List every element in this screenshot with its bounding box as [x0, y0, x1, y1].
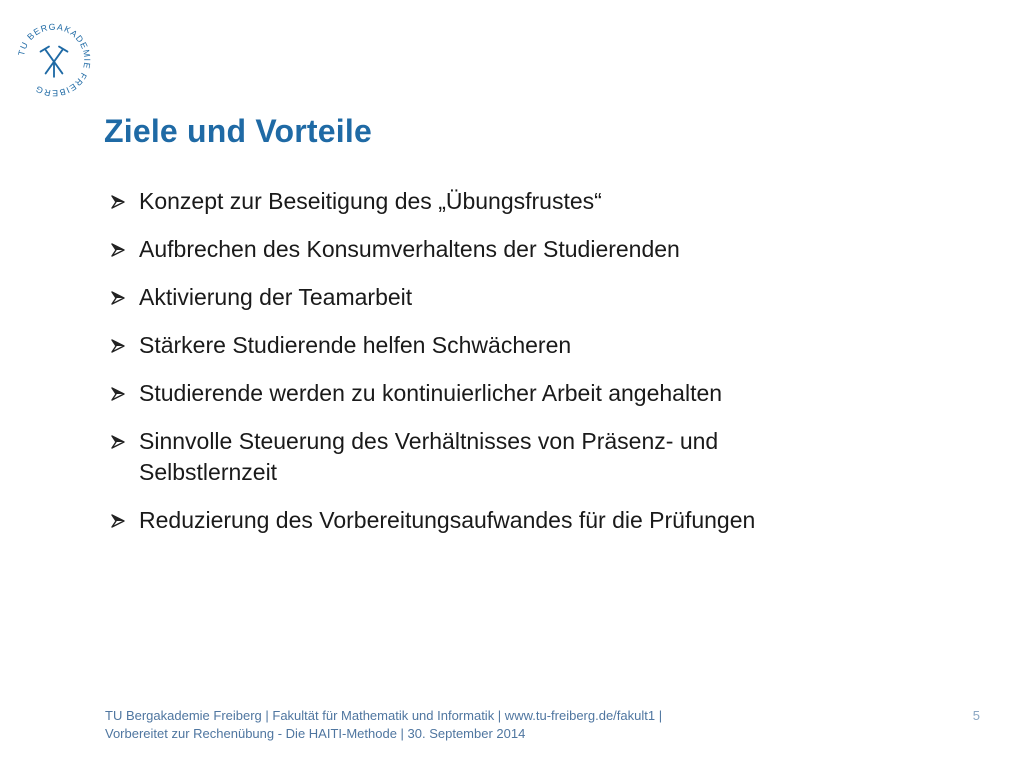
footer-line-topic-date: Vorbereitet zur Rechenübung - Die HAITI-Methode | 30. September 2014	[105, 726, 526, 741]
bullet-text: Aufbrechen des Konsumverhaltens der Studierenden	[139, 236, 680, 262]
arrowhead-bullet-icon	[110, 513, 126, 529]
arrowhead-bullet-icon	[110, 290, 126, 306]
university-logo	[12, 18, 96, 102]
bullet-text: Reduzierung des Vorbereitungsaufwandes für die Prüfungen	[139, 507, 756, 533]
bullet-item	[108, 234, 968, 265]
bullet-item	[108, 282, 968, 313]
arrowhead-bullet-icon	[110, 434, 126, 450]
bullet-item	[108, 186, 968, 217]
logo-ring-text: TU BERGAKADEMIE FREIBERG	[16, 21, 93, 99]
bullet-text: Konzept zur Beseitigung des „Übungsfrustes“	[139, 188, 602, 214]
bullet-text: Sinnvolle Steuerung des Verhältnisses von Präsenz- und Selbstlernzeit	[139, 428, 719, 485]
bullet-text: Aktivierung der Teamarbeit	[139, 284, 413, 310]
hammer-and-pick-icon	[41, 47, 68, 77]
slide-footer	[105, 707, 662, 743]
arrowhead-bullet-icon	[110, 386, 126, 402]
bullet-item	[108, 330, 968, 361]
bullet-text: Studierende werden zu kontinuierlicher Arbeit angehalten	[139, 380, 723, 406]
university-seal-icon	[12, 18, 96, 102]
bullet-list	[108, 186, 968, 553]
page-number: 5	[972, 708, 980, 723]
bullet-item	[108, 505, 968, 536]
arrowhead-bullet-icon	[110, 338, 126, 354]
bullet-item	[108, 378, 968, 409]
arrowhead-bullet-icon	[110, 194, 126, 210]
arrowhead-bullet-icon	[110, 242, 126, 258]
footer-line-institution: TU Bergakademie Freiberg | Fakultät für Mathematik und Informatik | www.tu-freiberg.de/fakult1 |	[105, 708, 663, 723]
bullet-text: Stärkere Studierende helfen Schwächeren	[139, 332, 572, 358]
slide-title: Ziele und Vorteile	[104, 113, 372, 149]
bullet-item	[108, 426, 829, 488]
